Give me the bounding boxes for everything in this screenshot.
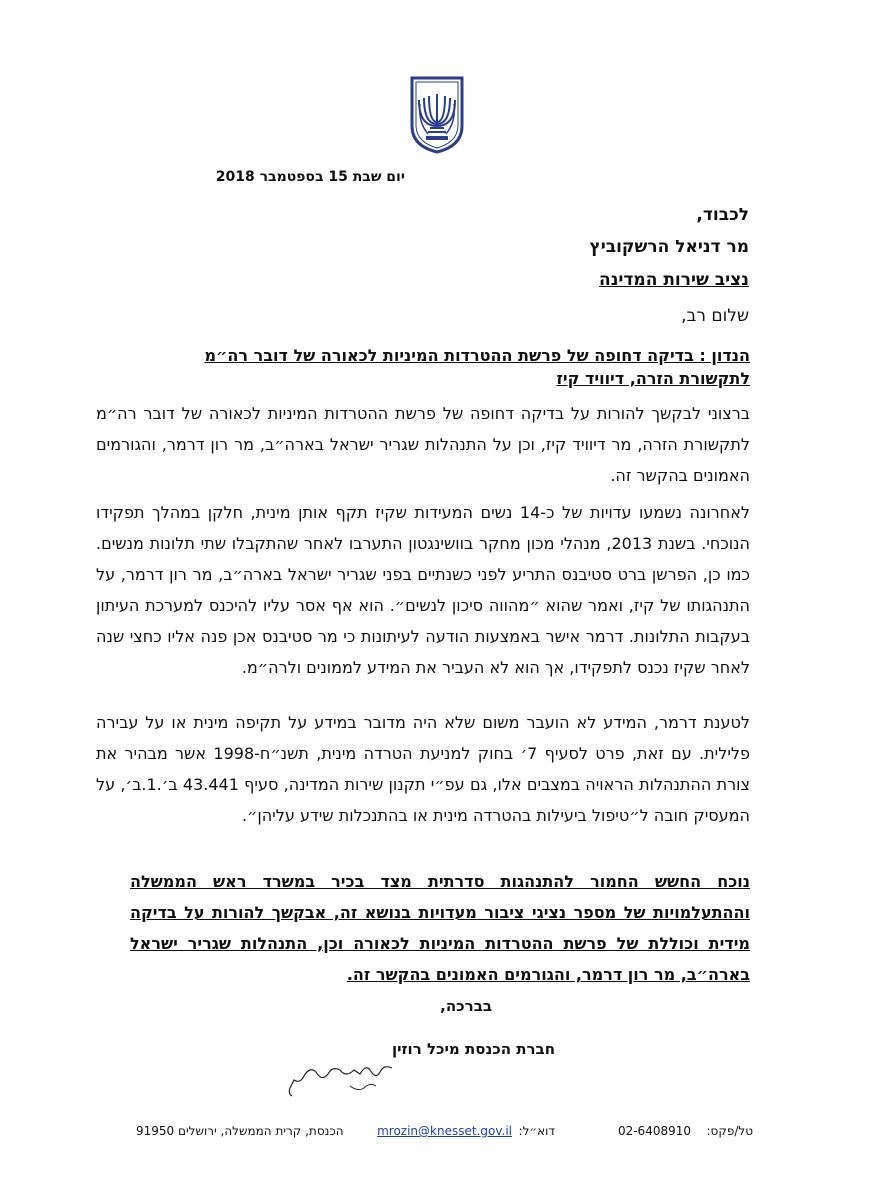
regards: בברכה,	[440, 997, 492, 1015]
body-paragraph-2: לאחרונה נשמעו עדויות של כ-14 נשים המעידות שקיז תקף אותן מינית, חלקן במהלך תפקידו הנוכחי. בשנת 2013, מנהלי מכון מחקר בוושינגטון התערבו לאחר שהתקבלו שתי תלונות מנשים. כמו כן, הפרשן ברט סטיבנס התריע לפני כשנתיים בפני שגריר ישראל בארה״ב, מר רון דרמר, על התנהגותו של קיז, ואמר שהוא ״מהווה סיכון לנשים״. הוא אף אסר עליו להיכנס למערכת העיתון בעקבות התלונות. דרמר אישר באמצעות הודעה לעיתונות כי מר סטיבנס אכן פנה אליו כחצי שנה לאחר שקיז נכנס לתפקידו, אך הוא לא העביר את המידע לממונים ולרה״מ.	[96, 503, 751, 677]
signer-name: חברת הכנסת מיכל רוזין	[391, 1040, 555, 1058]
letter-date: יום שבת 15 בספטמבר 2018	[215, 169, 405, 185]
footer-tel-label: טל/פקס:	[706, 1124, 753, 1138]
footer-tel-number: 02-6408910	[617, 1124, 691, 1138]
handwritten-signature	[280, 1058, 400, 1098]
closing-paragraph: נוכח החשש החמור להתנהגות סדרתית מצד בכיר במשרד ראש הממשלה וההתעלמויות של מספר נציגי ציבור מעדויות בנושא זה, אבקשך להורות על בדיקה מידית וכוללת של פרשת ההטרדות המיניות לכאורה וכן, התנהלות שגריר ישראל בארה״ב, מר רון דרמר, והגורמים האמונים בהקשר זה.	[130, 872, 750, 984]
footer-address: הכנסת, קרית הממשלה, ירושלים 91950	[136, 1124, 344, 1138]
addressee-name: מר דניאל הרשקוביץ	[589, 237, 749, 257]
greeting: שלום רב,	[681, 306, 749, 326]
addressee-salutation: לכבוד,	[696, 205, 749, 225]
body-paragraph-1: ברצוני לבקשך להורות על בדיקה דחופה של פרשת ההטרדות המיניות לכאורה של דובר רה״מ לתקשורת הזרה, מר דיוויד קיז, וכן על התנהלות שגריר ישראל בארה״ב, מר רון דרמר, והגורמים האמונים בהקשר זה.	[96, 404, 750, 485]
footer-email-label: דוא״ל:	[518, 1124, 555, 1138]
subject-line: הנדון : בדיקה דחופה של פרשת ההטרדות המיניות לכאורה של דובר רה״מ לתקשורת הזרה, דיוויד קיז	[204, 346, 750, 388]
body-paragraph-3: לטענת דרמר, המידע לא הועבר משום שלא היה מדובר במידע על תקיפה מינית או על עבירה פלילית. עם זאת, פרט לסעיף 7׳ בחוק למניעת הטרדה מינית, תשנ״ח-1998 אשר מבהיר את צורת ההתנהלות הראויה במצבים אלו, גם עפ״י תקנון שירות המדינה, סעיף 43.441 ב׳.1.ב׳, על המעסיק חובה ל״טיפול ביעילות בהטרדה מינית או בהתנכלות שידע עליהן״.	[96, 713, 750, 825]
state-emblem-icon	[408, 74, 466, 154]
footer-email-link[interactable]: mrozin@knesset.gov.il	[377, 1124, 512, 1138]
addressee-title: נציב שירות המדינה	[599, 270, 749, 290]
